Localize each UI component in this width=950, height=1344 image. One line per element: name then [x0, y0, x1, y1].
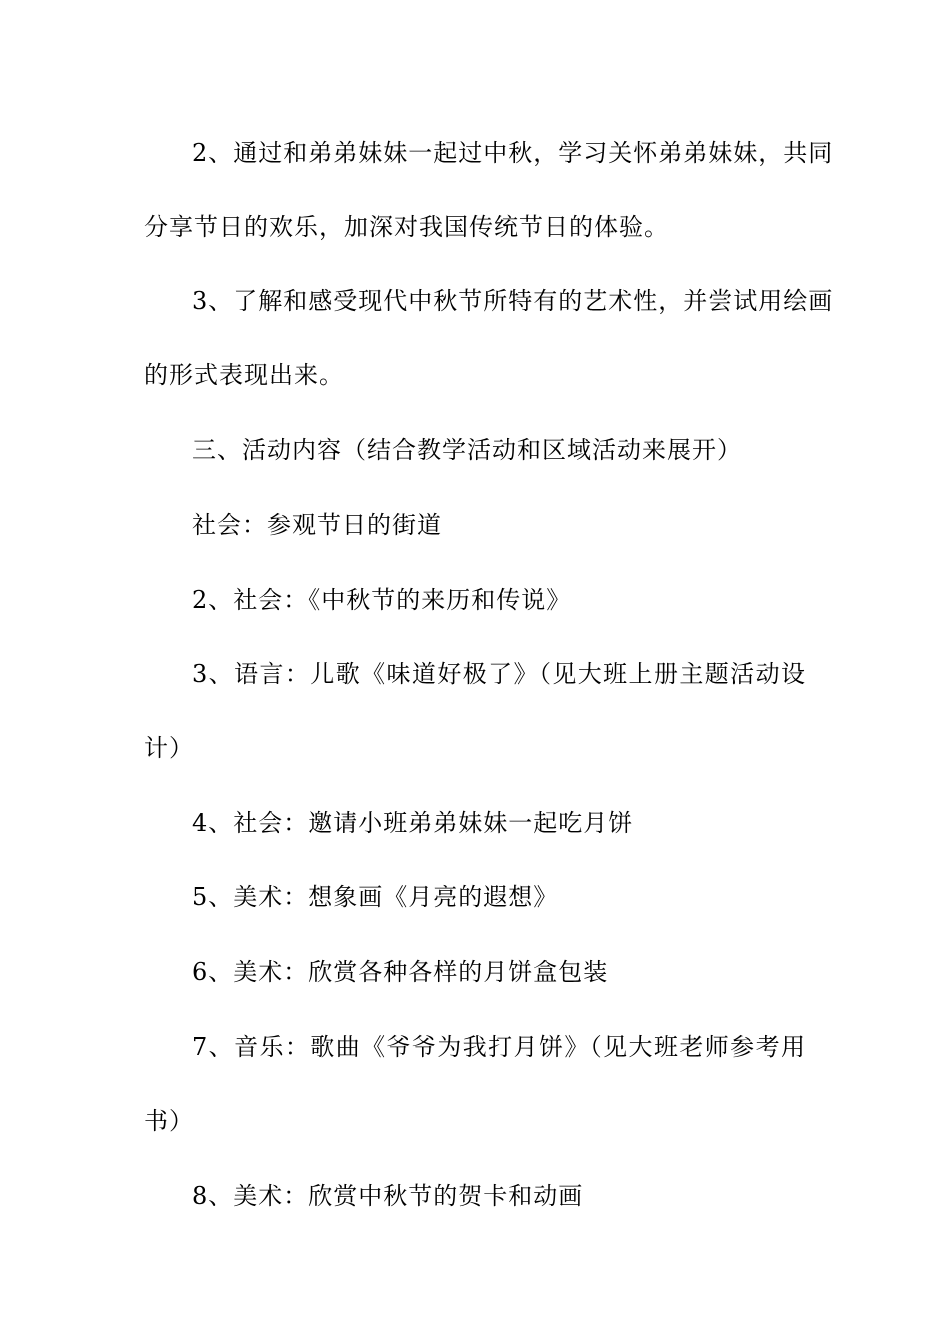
text-line: 6、美术：欣赏各种各样的月饼盒包装 [192, 958, 609, 986]
text-line: 3、了解和感受现代中秋节所特有的艺术性，并尝试用绘画 [192, 287, 834, 315]
text-line: 5、美术：想象画《月亮的遐想》 [192, 883, 559, 911]
section-heading: 三、活动内容（结合教学活动和区域活动来展开） [192, 436, 742, 464]
text-line: 的形式表现出来。 [144, 361, 344, 389]
text-line: 2、社会：《中秋节的来历和传说》 [192, 586, 572, 614]
text-line: 书） [144, 1107, 194, 1135]
text-line: 2、通过和弟弟妹妹一起过中秋，学习关怀弟弟妹妹，共同 [192, 139, 834, 167]
text-line: 7、音乐：歌曲《爷爷为我打月饼》（见大班老师参考用 [192, 1033, 806, 1061]
text-line: 4、社会：邀请小班弟弟妹妹一起吃月饼 [192, 809, 634, 837]
text-line: 3、语言：儿歌《味道好极了》（见大班上册主题活动设 [192, 660, 806, 688]
text-line: 社会：参观节日的街道 [192, 511, 442, 539]
text-line: 分享节日的欢乐，加深对我国传统节日的体验。 [144, 213, 669, 241]
text-line: 计） [144, 734, 194, 762]
text-line: 8、美术：欣赏中秋节的贺卡和动画 [192, 1182, 584, 1210]
